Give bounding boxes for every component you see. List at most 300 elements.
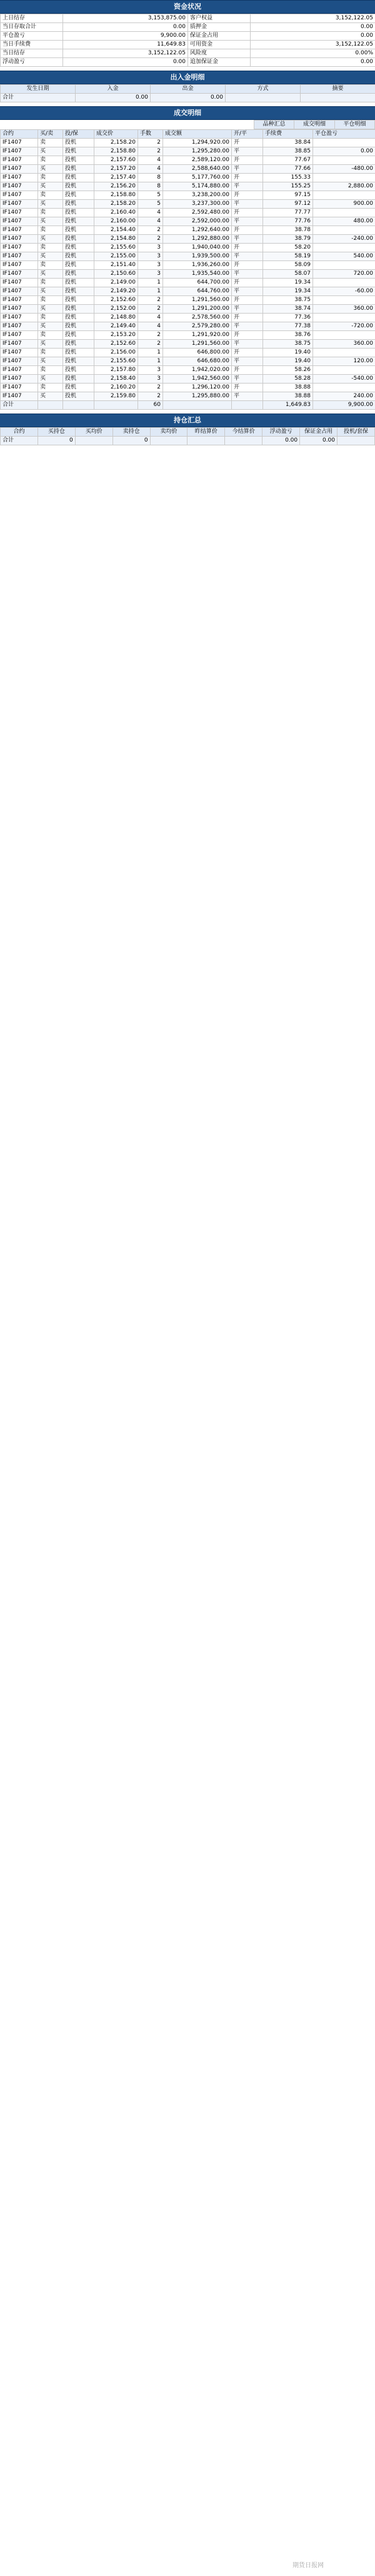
account-value: 9,900.00 — [63, 32, 188, 41]
trade-cell: 2,155.60 — [94, 357, 138, 366]
trade-cell: 平 — [232, 147, 263, 156]
trade-cell: 投机 — [63, 384, 94, 392]
trade-cell: 1,295,880.00 — [163, 392, 232, 401]
trade-cell: 买 — [38, 147, 63, 156]
trade-row — [1, 209, 375, 217]
positions-header-cell: 浮动盈亏 — [262, 428, 300, 437]
trade-cell: IF1407 — [1, 331, 38, 340]
trade-cell: 投机 — [63, 252, 94, 261]
trade-row — [1, 349, 375, 357]
trade-cell: IF1407 — [1, 270, 38, 279]
trade-cell: 2,588,640.00 — [163, 165, 232, 174]
account-row — [1, 14, 375, 23]
trade-cell: 开 — [232, 331, 263, 340]
positions-table — [0, 427, 375, 445]
trade-cell: 120.00 — [313, 357, 375, 366]
trade-row — [1, 314, 375, 322]
trade-row — [1, 217, 375, 226]
deposits-total-cell: 0.00 — [151, 94, 226, 102]
trade-cell: 2 — [138, 331, 163, 340]
trade-cell: 2 — [138, 305, 163, 314]
deposits-header-cell: 摘要 — [301, 85, 375, 94]
trade-cell: 2,149.20 — [94, 287, 138, 296]
trade-cell: 卖 — [38, 174, 63, 182]
account-value: 0.00 — [251, 23, 375, 32]
trades-total-cell: 60 — [138, 401, 163, 410]
trades-section-title: 成交明细 — [0, 106, 375, 120]
trade-cell: 2,158.40 — [94, 375, 138, 384]
trade-cell — [313, 366, 375, 375]
trade-cell: 投机 — [63, 174, 94, 182]
account-row — [1, 32, 375, 41]
trades-total-cell — [38, 401, 63, 410]
trade-cell: IF1407 — [1, 226, 38, 235]
trade-cell: 4 — [138, 217, 163, 226]
trade-cell: 买 — [38, 165, 63, 174]
positions-total-cell: 0 — [38, 437, 75, 445]
trade-cell: 4 — [138, 156, 163, 165]
trade-cell: 卖 — [38, 296, 63, 305]
account-table — [0, 14, 375, 67]
account-value: 0.00 — [63, 58, 188, 67]
trades-header-cell: 手续费 — [263, 130, 313, 139]
trade-cell: IF1407 — [1, 392, 38, 401]
trade-cell: 投机 — [63, 235, 94, 244]
trade-cell: 开 — [232, 174, 263, 182]
trade-cell: 2,159.80 — [94, 392, 138, 401]
trade-cell: 投机 — [63, 209, 94, 217]
trade-row — [1, 147, 375, 156]
trade-cell: IF1407 — [1, 287, 38, 296]
account-label: 浮动盈亏 — [1, 58, 63, 67]
trade-row — [1, 392, 375, 401]
account-label: 追加保证金 — [188, 58, 251, 67]
trade-cell: 1 — [138, 357, 163, 366]
trade-cell: 19.34 — [263, 287, 313, 296]
trade-cell: 360.00 — [313, 305, 375, 314]
trade-cell: -60.00 — [313, 287, 375, 296]
trades-body — [1, 139, 375, 410]
trade-cell — [313, 261, 375, 270]
trade-cell: 5,177,760.00 — [163, 174, 232, 182]
trade-row — [1, 139, 375, 147]
trade-cell: 646,680.00 — [163, 357, 232, 366]
trade-cell: IF1407 — [1, 209, 38, 217]
positions-total-cell — [150, 437, 188, 445]
account-value: 0.00 — [251, 58, 375, 67]
trade-cell: 2,151.40 — [94, 261, 138, 270]
trades-header-cell: 成交额 — [163, 130, 232, 139]
trade-row — [1, 331, 375, 340]
trade-row — [1, 200, 375, 209]
trade-cell: 2,150.60 — [94, 270, 138, 279]
trade-cell: 投机 — [63, 165, 94, 174]
trade-cell: 2,158.80 — [94, 191, 138, 200]
trades-total-cell: 1,649.83 — [263, 401, 313, 410]
trade-cell: 2,156.20 — [94, 182, 138, 191]
trade-cell: 投机 — [63, 287, 94, 296]
trade-cell: 2 — [138, 147, 163, 156]
trade-cell: 1,291,560.00 — [163, 340, 232, 349]
account-label: 当日结存 — [1, 49, 63, 58]
trade-cell: 3 — [138, 375, 163, 384]
account-label: 风险度 — [188, 49, 251, 58]
trade-cell: IF1407 — [1, 366, 38, 375]
trade-cell: 买 — [38, 392, 63, 401]
deposits-header-cell: 入金 — [76, 85, 151, 94]
trade-cell: 投机 — [63, 340, 94, 349]
trade-cell — [313, 331, 375, 340]
trade-cell: 2,156.00 — [94, 349, 138, 357]
trade-cell: 2,578,560.00 — [163, 314, 232, 322]
trade-cell: 1,936,260.00 — [163, 261, 232, 270]
trade-cell: 2,152.60 — [94, 340, 138, 349]
account-label: 保证金占用 — [188, 32, 251, 41]
trade-cell: 平 — [232, 235, 263, 244]
trade-cell: 买 — [38, 200, 63, 209]
trade-cell: 投机 — [63, 375, 94, 384]
trade-cell: 97.15 — [263, 191, 313, 200]
trade-cell: 投机 — [63, 261, 94, 270]
positions-header-cell: 卖持仓 — [112, 428, 150, 437]
trade-cell: 540.00 — [313, 252, 375, 261]
trade-cell: 投机 — [63, 331, 94, 340]
trade-cell: 77.36 — [263, 314, 313, 322]
trade-cell: 2,160.40 — [94, 209, 138, 217]
trade-cell: -240.00 — [313, 235, 375, 244]
trade-cell — [313, 191, 375, 200]
trade-row — [1, 191, 375, 200]
positions-total-cell: 合计 — [1, 437, 38, 445]
trade-cell: 2 — [138, 384, 163, 392]
trade-cell: 平 — [232, 322, 263, 331]
trades-header-cell: 手数 — [138, 130, 163, 139]
trade-cell: 投机 — [63, 244, 94, 252]
trade-cell — [313, 139, 375, 147]
trade-cell — [313, 209, 375, 217]
trade-cell: 买 — [38, 357, 63, 366]
trades-subhead-summary[interactable]: 品种汇总 — [254, 121, 294, 129]
trade-cell: 58.07 — [263, 270, 313, 279]
trade-cell: 投机 — [63, 147, 94, 156]
trade-cell: 4 — [138, 322, 163, 331]
trade-cell: 3 — [138, 244, 163, 252]
trade-cell: 2 — [138, 340, 163, 349]
trade-cell: 38.74 — [263, 305, 313, 314]
positions-header-cell: 今结算价 — [225, 428, 262, 437]
trade-cell: 投机 — [63, 322, 94, 331]
trade-cell: 卖 — [38, 139, 63, 147]
trade-cell: 平 — [232, 182, 263, 191]
trade-cell: 投机 — [63, 314, 94, 322]
trade-cell: IF1407 — [1, 174, 38, 182]
trade-cell: 平 — [232, 217, 263, 226]
trade-cell: 卖 — [38, 261, 63, 270]
trade-row — [1, 235, 375, 244]
deposits-header-cell: 方式 — [226, 85, 301, 94]
trade-row — [1, 244, 375, 252]
account-row — [1, 49, 375, 58]
trade-cell: IF1407 — [1, 235, 38, 244]
trade-cell: 开 — [232, 209, 263, 217]
trade-row — [1, 357, 375, 366]
trades-header-row — [1, 130, 375, 139]
trade-cell: 38.79 — [263, 235, 313, 244]
trade-cell: 卖 — [38, 331, 63, 340]
trade-cell: 买 — [38, 305, 63, 314]
trade-row — [1, 375, 375, 384]
trade-cell: 1,292,880.00 — [163, 235, 232, 244]
positions-total-cell — [225, 437, 262, 445]
trade-cell: 平 — [232, 305, 263, 314]
trade-cell: 1,940,040.00 — [163, 244, 232, 252]
trade-cell: 投机 — [63, 226, 94, 235]
trade-cell: 买 — [38, 182, 63, 191]
trade-cell: 开 — [232, 296, 263, 305]
trade-cell: 2,157.20 — [94, 165, 138, 174]
trades-header-cell: 合约 — [1, 130, 38, 139]
trade-cell: 1 — [138, 287, 163, 296]
trade-cell: IF1407 — [1, 147, 38, 156]
trade-cell: 38.85 — [263, 147, 313, 156]
trade-cell: 2,589,120.00 — [163, 156, 232, 165]
trade-cell: 38.75 — [263, 296, 313, 305]
account-value: 0.00 — [63, 23, 188, 32]
trade-cell: 投机 — [63, 270, 94, 279]
positions-total-cell: 0.00 — [262, 437, 300, 445]
trades-subheader-spacer — [0, 121, 254, 129]
deposits-header-cell: 发生日期 — [1, 85, 76, 94]
trade-row — [1, 340, 375, 349]
trade-cell: 卖 — [38, 384, 63, 392]
trade-cell: 360.00 — [313, 340, 375, 349]
deposits-table — [0, 84, 375, 102]
trade-cell: 投机 — [63, 279, 94, 287]
account-row — [1, 23, 375, 32]
trade-cell: 投机 — [63, 296, 94, 305]
trade-cell: 投机 — [63, 191, 94, 200]
trade-row — [1, 174, 375, 182]
trade-cell: 646,800.00 — [163, 349, 232, 357]
trade-cell: 1,942,560.00 — [163, 375, 232, 384]
trade-row — [1, 165, 375, 174]
trades-header-cell: 成交价 — [94, 130, 138, 139]
positions-header-cell: 合约 — [1, 428, 38, 437]
trade-cell: 买 — [38, 217, 63, 226]
trades-total-cell — [163, 401, 232, 410]
trades-subhead-detail[interactable]: 成交明细 — [294, 121, 334, 129]
trade-cell: 卖 — [38, 366, 63, 375]
deposits-total-cell: 0.00 — [76, 94, 151, 102]
trade-cell: 1,291,200.00 — [163, 305, 232, 314]
account-row — [1, 41, 375, 49]
trade-row — [1, 287, 375, 296]
trade-cell: 5 — [138, 191, 163, 200]
trade-cell: IF1407 — [1, 139, 38, 147]
trade-cell: 2,579,280.00 — [163, 322, 232, 331]
trades-total-row — [1, 401, 375, 410]
trade-cell: 155.33 — [263, 174, 313, 182]
account-row — [1, 58, 375, 67]
account-label: 可用资金 — [188, 41, 251, 49]
trades-table — [0, 129, 375, 410]
trade-cell: -540.00 — [313, 375, 375, 384]
trade-cell: 38.78 — [263, 226, 313, 235]
trade-cell: 4 — [138, 314, 163, 322]
trade-cell: 38.88 — [263, 384, 313, 392]
positions-header-cell: 保证金占用 — [300, 428, 338, 437]
trade-cell: 1,291,560.00 — [163, 296, 232, 305]
trades-total-cell — [232, 401, 263, 410]
trade-cell: 平 — [232, 357, 263, 366]
trade-cell: IF1407 — [1, 357, 38, 366]
trade-cell: 买 — [38, 322, 63, 331]
trade-cell: 2,158.20 — [94, 200, 138, 209]
trade-cell: 2,148.80 — [94, 314, 138, 322]
positions-header-cell: 买持仓 — [38, 428, 75, 437]
trade-cell: 240.00 — [313, 392, 375, 401]
trade-cell: 8 — [138, 174, 163, 182]
trade-cell: 买 — [38, 235, 63, 244]
deposits-total-row — [1, 94, 375, 102]
trade-cell: 2,157.60 — [94, 156, 138, 165]
positions-header-cell: 昨结算价 — [188, 428, 225, 437]
trade-cell: 开 — [232, 349, 263, 357]
trade-cell: 480.00 — [313, 217, 375, 226]
trade-cell — [313, 279, 375, 287]
account-value: 3,152,122.05 — [251, 41, 375, 49]
trade-cell: 1 — [138, 349, 163, 357]
account-label: 当日手续费 — [1, 41, 63, 49]
trade-row — [1, 296, 375, 305]
trade-cell: 开 — [232, 156, 263, 165]
trade-cell: IF1407 — [1, 279, 38, 287]
trade-cell — [313, 349, 375, 357]
trade-cell: 2,152.00 — [94, 305, 138, 314]
trade-cell: IF1407 — [1, 244, 38, 252]
trade-cell: 2,153.20 — [94, 331, 138, 340]
account-value: 11,649.83 — [63, 41, 188, 49]
trade-row — [1, 322, 375, 331]
trade-row — [1, 279, 375, 287]
positions-header-cell: 买均价 — [75, 428, 112, 437]
positions-section-title: 持仓汇总 — [0, 414, 375, 427]
deposits-header-cell: 出金 — [151, 85, 226, 94]
trade-row — [1, 305, 375, 314]
trade-cell: IF1407 — [1, 165, 38, 174]
account-body — [1, 14, 375, 67]
trade-cell: IF1407 — [1, 200, 38, 209]
trade-cell: 900.00 — [313, 200, 375, 209]
trade-cell: 开 — [232, 366, 263, 375]
trade-cell: 1,935,540.00 — [163, 270, 232, 279]
trade-cell: 720.00 — [313, 270, 375, 279]
trade-cell: 77.67 — [263, 156, 313, 165]
trade-cell: 5,174,880.00 — [163, 182, 232, 191]
trade-cell: 1,294,920.00 — [163, 139, 232, 147]
trade-cell — [313, 156, 375, 165]
trade-cell: 4 — [138, 165, 163, 174]
trade-cell: IF1407 — [1, 340, 38, 349]
trade-cell: IF1407 — [1, 384, 38, 392]
trade-cell: 开 — [232, 191, 263, 200]
trade-cell: 开 — [232, 279, 263, 287]
trade-cell: 2,155.00 — [94, 252, 138, 261]
trade-cell: 38.88 — [263, 392, 313, 401]
positions-total-cell — [338, 437, 375, 445]
trade-cell: 0.00 — [313, 147, 375, 156]
account-value: 0.00% — [251, 49, 375, 58]
trade-cell: -720.00 — [313, 322, 375, 331]
trade-cell: 97.12 — [263, 200, 313, 209]
trade-cell: 投机 — [63, 139, 94, 147]
trade-cell: 开 — [232, 261, 263, 270]
positions-total-cell: 0 — [112, 437, 150, 445]
deposits-total-cell — [226, 94, 301, 102]
account-value: 3,152,122.05 — [63, 49, 188, 58]
trade-cell: 19.40 — [263, 357, 313, 366]
trade-cell: -480.00 — [313, 165, 375, 174]
trades-total-cell — [63, 401, 94, 410]
trade-cell: 卖 — [38, 191, 63, 200]
trade-row — [1, 226, 375, 235]
trade-cell: IF1407 — [1, 217, 38, 226]
trade-cell: 投机 — [63, 305, 94, 314]
trade-cell: 2,592,480.00 — [163, 209, 232, 217]
trade-cell: 卖 — [38, 349, 63, 357]
trade-cell — [313, 174, 375, 182]
trade-cell: 2,154.40 — [94, 226, 138, 235]
trade-cell: IF1407 — [1, 296, 38, 305]
trades-subhead-close[interactable]: 平仓明细 — [334, 121, 374, 129]
positions-total-cell — [188, 437, 225, 445]
trade-cell: 77.38 — [263, 322, 313, 331]
trade-cell: 卖 — [38, 209, 63, 217]
trade-cell: 投机 — [63, 392, 94, 401]
trade-cell: 平 — [232, 340, 263, 349]
trade-cell: 平 — [232, 200, 263, 209]
trade-cell: 平 — [232, 270, 263, 279]
trade-cell: 2,152.60 — [94, 296, 138, 305]
trade-cell: 4 — [138, 209, 163, 217]
trade-cell: 2,158.80 — [94, 147, 138, 156]
account-value: 3,152,122.05 — [251, 14, 375, 23]
trade-cell: 平 — [232, 375, 263, 384]
trade-cell: 买 — [38, 340, 63, 349]
trade-cell: 2,149.00 — [94, 279, 138, 287]
trade-cell: 1,295,280.00 — [163, 147, 232, 156]
trade-cell: IF1407 — [1, 252, 38, 261]
trade-cell: 3,237,300.00 — [163, 200, 232, 209]
trade-cell: 投机 — [63, 357, 94, 366]
trade-cell — [313, 314, 375, 322]
trade-cell: 投机 — [63, 156, 94, 165]
trade-cell: 38.75 — [263, 340, 313, 349]
positions-header-cell: 卖均价 — [150, 428, 188, 437]
trade-cell — [313, 226, 375, 235]
trade-cell: IF1407 — [1, 349, 38, 357]
trade-cell: 投机 — [63, 200, 94, 209]
positions-header-row — [1, 428, 375, 437]
trades-header-cell: 开/平 — [232, 130, 263, 139]
trade-cell: 开 — [232, 384, 263, 392]
account-label: 质押金 — [188, 23, 251, 32]
trade-cell: 1,296,120.00 — [163, 384, 232, 392]
trade-cell: 买 — [38, 375, 63, 384]
trade-cell: IF1407 — [1, 322, 38, 331]
trade-row — [1, 252, 375, 261]
trade-cell: 77.76 — [263, 217, 313, 226]
